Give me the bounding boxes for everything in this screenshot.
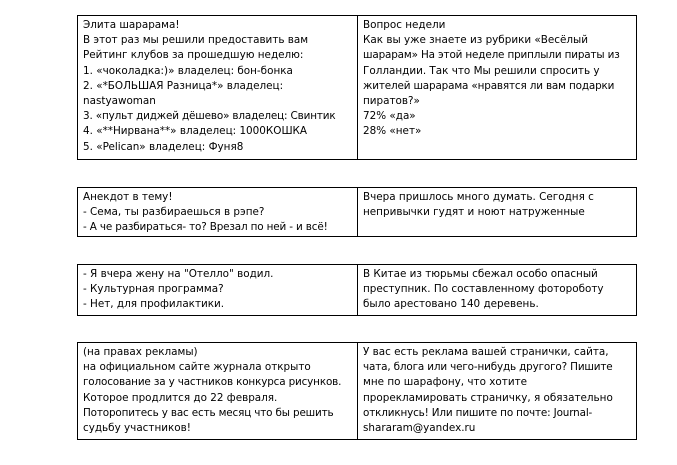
newsletter-block-3	[77, 264, 637, 316]
newsletter-block-1	[77, 15, 637, 160]
question-of-week-text: Как вы уже знаете из рубрики «Весёлый	[363, 34, 588, 47]
joke-line: - Сема, ты разбираешься в рэпе?	[83, 206, 265, 219]
joke-line: - Я вчера жену на "Отелло" водил.	[83, 268, 274, 280]
newsletter-block-4	[77, 342, 637, 440]
question-of-week-text: шарарам» На этой неделе приплыли пираты из	[363, 49, 620, 62]
ad-offer-text: мне по шарафону, что хотите	[363, 376, 528, 389]
joke-line: - Культурная программа?	[83, 283, 224, 296]
ad-offer-text: У вас есть реклама вашей странички, сайта,	[363, 346, 609, 358]
question-of-week-text: пиратов?»	[363, 95, 420, 108]
question-of-week-text: Голландии. Так что Мы решили спросить у	[363, 64, 600, 77]
joke-cell	[78, 188, 358, 237]
ad-text: судьбу участников!	[83, 422, 191, 435]
poll-result-no: 28% «нет»	[363, 125, 422, 138]
newsletter-block-2	[77, 187, 637, 237]
club-rating-entry: 3. «пульт диджей дёшево» владелец: Свинтик	[83, 110, 336, 123]
poll-result-yes: 72% «да»	[363, 110, 416, 123]
joke-line: было арестовано 140 деревень.	[363, 298, 539, 311]
ad-text: Поторопитесь у вас есть месяц что бы решить	[83, 406, 334, 419]
club-rating-cell	[78, 16, 358, 160]
ad-text: на официальном сайте журнала открыто	[83, 361, 311, 374]
ad-text: Которое продлится до 22 февраля.	[83, 391, 278, 404]
joke-line: - Нет, для профилактики.	[83, 298, 225, 311]
club-rating-entry: 2. «*БОЛЬШАЯ Разница*» владелец:	[83, 79, 284, 92]
othello-joke-cell	[78, 265, 358, 316]
club-rating-entry: 1. «чоколадка:)» владелец: бон-бонка	[83, 64, 293, 77]
ad-offer-text: откликнусь! Или пишите по почте: Journal-	[363, 406, 593, 419]
question-of-week-cell	[358, 16, 637, 160]
ad-offer-cell	[358, 343, 637, 440]
club-rating-intro: В этот раз мы решили предоставить вам	[83, 34, 309, 47]
club-rating-intro: Рейтинг клубов за прошедшую неделю:	[83, 49, 304, 62]
ad-contest-cell	[78, 343, 358, 440]
joke-line: преступник. По составленному фотороботу	[363, 283, 604, 296]
question-of-week-heading: Вопрос недели	[363, 19, 446, 31]
club-rating-entry: 5. «Pelican» владелец: Фуня8	[83, 140, 244, 153]
question-of-week-text: жителей шарарама «нравятся ли вам подарки	[363, 79, 615, 92]
ad-text: голосование за у частников конкурса рисунков.	[83, 376, 342, 389]
thought-line: Вчера пришлось много думать. Сегодня с	[363, 191, 594, 203]
club-rating-heading: Элита шарарама!	[83, 19, 180, 31]
ad-offer-text: прорекламировать страничку, я обязательно	[363, 391, 613, 404]
contact-email: shararam@yandex.ru	[363, 422, 476, 435]
thought-line: непривычки гудят и ноют натруженные	[363, 206, 585, 219]
ad-label: (на правах рекламы)	[83, 346, 198, 358]
club-rating-entry: 4. «**Нирвана**» владелец: 1000КОШКА	[83, 125, 308, 138]
thought-cell	[358, 188, 637, 237]
club-rating-entry: nastyawoman	[83, 95, 156, 108]
joke-heading: Анекдот в тему!	[83, 191, 173, 203]
joke-line: - А че разбираться- то? Врезал по ней - и всё!	[83, 221, 328, 234]
china-joke-cell	[358, 265, 637, 316]
ad-offer-text: чата, блога или чего-нибудь другого? Пишите	[363, 361, 613, 374]
joke-line: В Китае из тюрьмы сбежал особо опасный	[363, 268, 598, 280]
